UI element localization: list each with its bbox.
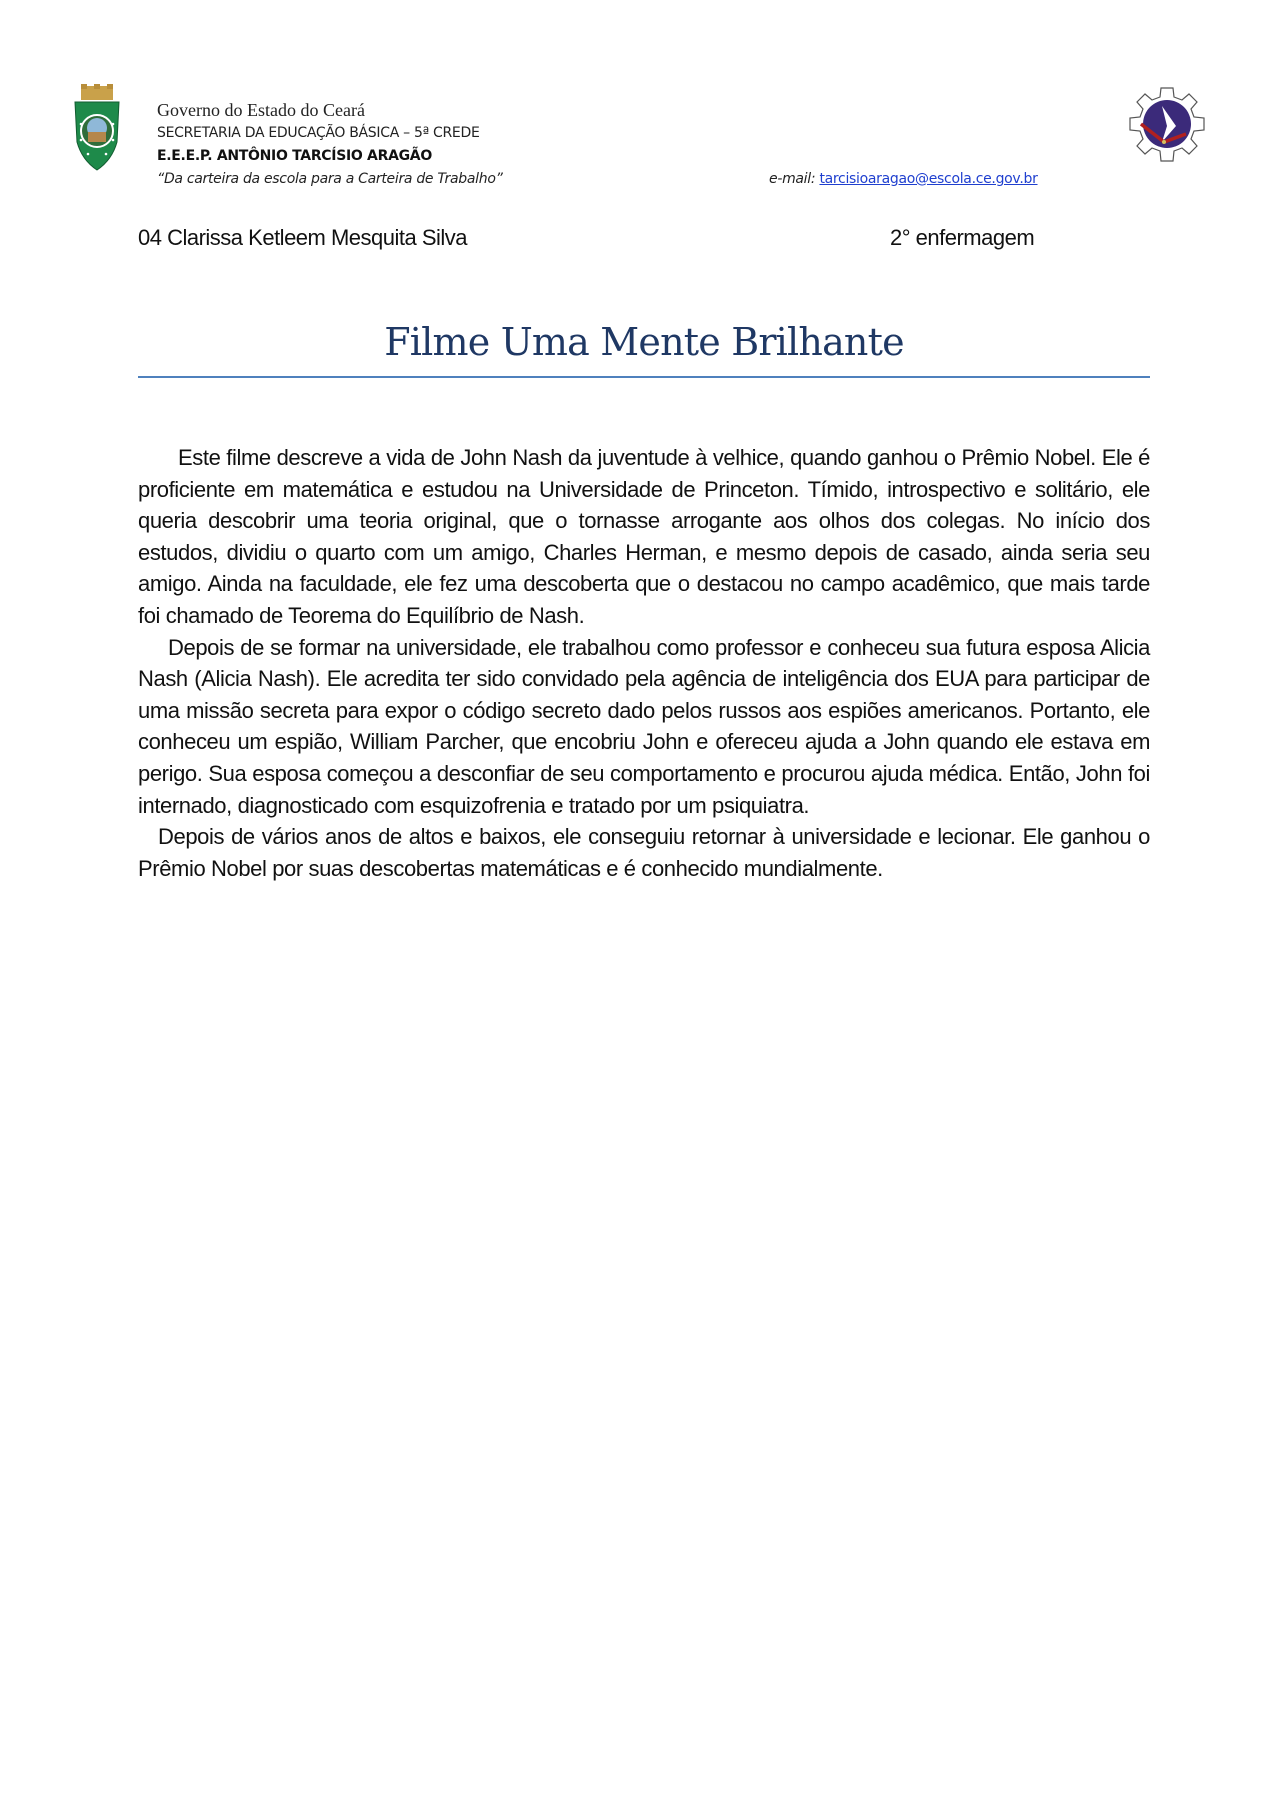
- title-underline: [138, 376, 1150, 378]
- student-name: 04 Clarissa Ketleem Mesquita Silva: [138, 225, 468, 250]
- government-label: Governo do Estado do Ceará: [157, 100, 365, 120]
- school-header: [157, 98, 1038, 191]
- school-gear-emblem-icon: [1124, 86, 1210, 166]
- paragraph: Depois de se formar na universidade, ele trabalhou como professor e conheceu sua futura esposa Alicia Nash (Alicia Nash). Ele acredita ter sido convidado pela agência de inteligência dos EUA para participar de uma missão secreta para expor o código secreto dado pelos russos aos espiões americanos. Portanto, ele conheceu um espião, William Parcher, que encobriu John e ofereceu ajuda a John quando ele estava em perigo. Sua esposa começou a desconfiar de seu comportamento e procurou ajuda médica. Então, John foi internado, diagnosticado com esquizofrenia e tratado por um psiquiatra.: [138, 634, 1150, 818]
- ceara-coat-of-arms-icon: [72, 84, 122, 174]
- student-info: [138, 225, 1058, 253]
- email-block: [769, 168, 1038, 191]
- email-label: e-mail:: [769, 171, 820, 187]
- paragraph: Depois de vários anos de altos e baixos, ele conseguiu retornar à universidade e lecionar. Ele ganhou o Prêmio Nobel por suas descobertas matemáticas e é conhecido mundialmente.: [138, 824, 1150, 881]
- paragraph: Este filme descreve a vida de John Nash da juventude à velhice, quando ganhou o Prêmio Nobel. Ele é proficiente em matemática e estudou na Universidade de Princeton. Tímido, introspectivo e solitário, ele queria descobrir uma teoria original, que o tornasse arrogante aos olhos dos colegas. No início dos estudos, dividiu o quarto com um amigo, Charles Herman, e mesmo depois de casado, ainda seria seu amigo. Ainda na faculdade, ele fez uma descoberta que o destacou no campo acadêmico, que mais tarde foi chamado de Teorema do Equilíbrio de Nash.: [138, 445, 1150, 628]
- secretariat-label: SECRETARIA DA EDUCAÇÃO BÁSICA – 5ª CREDE: [157, 125, 480, 141]
- document-body: [138, 442, 1150, 884]
- school-name: E.E.E.P. ANTÔNIO TARCÍSIO ARAGÃO: [157, 148, 432, 164]
- school-motto: “Da carteira da escola para a Carteira de Trabalho”: [157, 171, 503, 187]
- document-title: Filme Uma Mente Brilhante: [384, 320, 904, 364]
- student-class: 2° enfermagem: [890, 225, 1035, 250]
- email-link[interactable]: tarcisioaragao@escola.ce.gov.br: [819, 171, 1038, 187]
- motto-line: [157, 168, 1038, 191]
